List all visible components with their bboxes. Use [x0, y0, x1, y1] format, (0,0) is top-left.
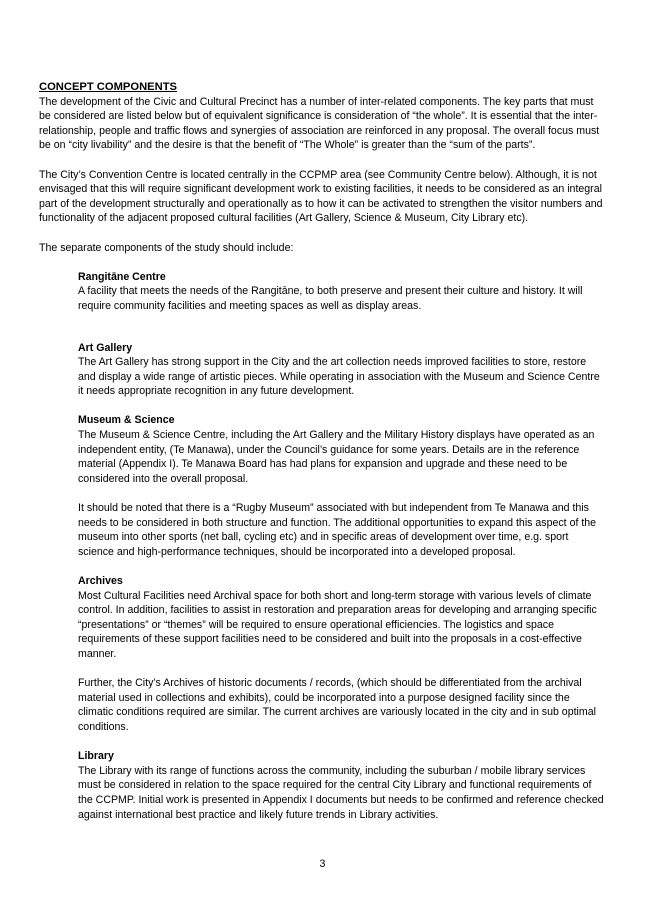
intro-paragraph-3: The separate components of the study should include: — [39, 241, 294, 254]
museum-paragraph-2: It should be noted that there is a “Rugby Museum” associated with but independent from Te Manawa and this needs to be considered in both structure and function. The additional opportunities to expand this aspect of the museum into other sports (net ball, cycling etc) and in specific areas of development over time, e.g. sport science and high-performance techniques, should be incorporated into a developed proposal. — [78, 502, 597, 558]
page-number: 3 — [319, 858, 326, 870]
archives-paragraph-1: Most Cultural Facilities need Archival space for both short and long-term storage with various levels of climate control. In addition, facilities to assist in restoration and preparation areas for developing and arranging specific “presentations” or “themes” will be required to ensure operational efficiencies. The logistics and space requirements of these support facilities need to be considered and built into the proposals in a cost-effective manner. — [78, 589, 597, 660]
art-gallery-section — [78, 341, 606, 399]
rangitane-title: Rangitāne Centre — [78, 270, 166, 283]
museum-paragraph-1: The Museum & Science Centre, including the Art Gallery and the Military History displays have operated as an independent entity, (Te Manawa), under the Council’s guidance for some years. Details are in the reference material (Appendix I). Te Manawa Board has had plans for expansion and upgrade and these need to be considered into the overall proposal. — [78, 429, 595, 485]
museum-section — [78, 413, 606, 559]
rangitane-section — [78, 270, 606, 314]
museum-title: Museum & Science — [78, 414, 175, 427]
library-section — [78, 749, 606, 822]
library-paragraph: The Library with its range of functions across the community, including the suburban / mobile library services must be considered in relation to the space required for the central City Library and functional requirements of the CCPMP. Initial work is presented in Appendix I documents but needs to be confirmed and reference checked against international best practice and likely future trends in Library activities. — [78, 764, 604, 821]
section-heading: CONCEPT COMPONENTS — [39, 81, 177, 93]
page-content — [39, 80, 607, 822]
rangitane-paragraph: A facility that meets the needs of the Rangitāne, to both preserve and present their culture and history. It will require community facilities and meeting spaces as well as display areas. — [78, 285, 583, 312]
art-gallery-title: Art Gallery — [78, 341, 133, 354]
archives-title: Archives — [78, 575, 123, 587]
archives-paragraph-2: Further, the City’s Archives of historic documents / records, (which should be differentiated from the archival material used in collections and exhibits), could be incorporated into a purpose designed facility since the climatic conditions required are similar. The current archives are variously located in the city and in sub optimal conditions. — [78, 677, 596, 733]
library-title: Library — [78, 750, 114, 763]
intro-paragraph-2: The City’s Convention Centre is located centrally in the CCPMP area (see Community Centre below). Although, it is not envisaged that this will require significant development work to existing facilities, it needs to be considered as an integral part of the development structurally and operationally as to how it can be activated to strengthen the visitor numbers and functionality of the adjacent proposed cultural facilities (Art Gallery, Science & Museum, City Library etc). — [39, 168, 603, 225]
intro-paragraph-1: The development of the Civic and Cultural Precinct has a number of inter-related components. The key parts that must be considered are listed below but of equivalent significance is consideration of “the whole”. It is essential that the inter-relationship, people and traffic flows and synergies of association are reinforced in any proposal. The overall focus must be on “city livability” and the desire is that the benefit of “The Whole” is greater than the “sum of the parts”. — [39, 95, 600, 152]
art-gallery-paragraph: The Art Gallery has strong support in the City and the art collection needs improved facilities to store, restore and display a wide range of artistic pieces. While operating in association with the Museum and Science Centre it needs appropriate recognition in any future development. — [78, 356, 600, 398]
archives-section — [78, 574, 606, 735]
